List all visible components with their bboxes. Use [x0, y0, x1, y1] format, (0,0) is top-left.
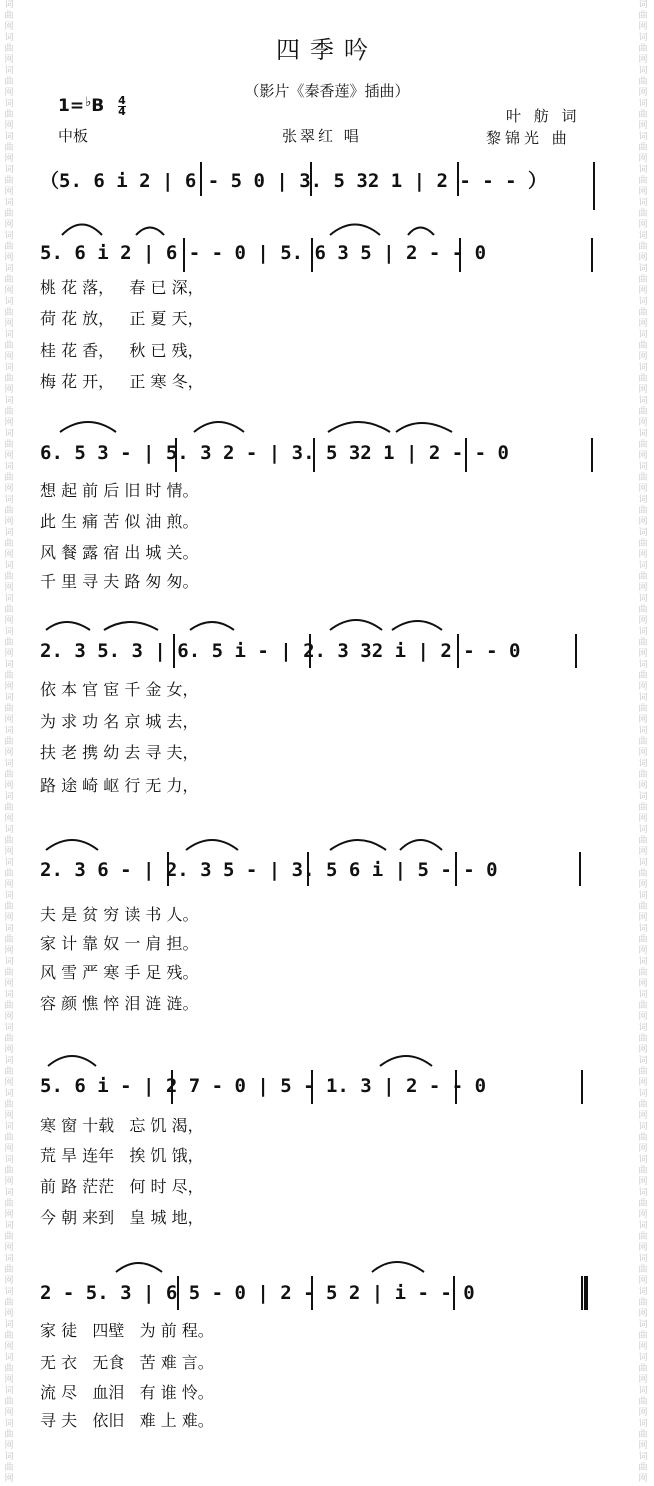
system-2-lyric-4: 千 里 寻 夫 路 匆 匆。 [40, 572, 199, 591]
system-6-lyric-4: 寻 夫 依旧 难 上 难。 [40, 1411, 214, 1430]
singer-credit: 张翠红 唱 [282, 127, 362, 145]
key-prefix: 1= [58, 96, 85, 116]
system-1-lyric-3: 桂 花 香， 秋 已 残， [40, 341, 204, 360]
system-4-lyric-1: 夫 是 贫 穷 读 书 人。 [40, 905, 199, 924]
time-signature-top: 4 [118, 93, 126, 107]
system-5-notation: 5. 6 i - | 2 7 - 0 | 5 - 1. 3 | 2 - - 0 [40, 1075, 487, 1097]
flat-symbol: ♭ [85, 95, 92, 110]
system-2-lyric-3: 风 餐 露 宿 出 城 关。 [40, 543, 199, 562]
system-3-notation: 2. 3 5. 3 | 6. 5 i - | 2. 3 32 i | 2 - - 0 [40, 640, 521, 662]
composer-credit: 黎锦光 曲 [486, 129, 571, 147]
system-3-lyric-3: 扶 老 携 幼 去 寻 夫， [40, 743, 199, 762]
lyricist-credit: 叶 舫 词 [506, 107, 581, 125]
system-6-notation: 2 - 5. 3 | 6 5 - 0 | 2 - 5 2 | i - - 0 [40, 1282, 475, 1304]
watermark-strip-right: 词曲网词曲网词曲网词曲网词曲网词曲网词曲网词曲网词曲网词曲网词曲网词曲网词曲网词曲网词曲网词曲网词曲网词曲网词曲网词曲网词曲网词曲网词曲网词曲网词曲网词曲网词曲网词曲网词曲网词曲网词曲网词曲网词曲网词曲网词曲网词曲网词曲网词曲网词曲网词曲网词曲网词曲网词曲网词曲网词曲网 [636, 0, 650, 1486]
system-3-lyric-1: 依 本 官 宦 千 金 女， [40, 680, 199, 699]
system-3-lyric-4: 路 途 崎 岖 行 无 力， [40, 776, 199, 795]
key-letter: B [91, 96, 105, 116]
system-4-lyric-4: 容 颜 憔 悴 泪 涟 涟。 [40, 994, 199, 1013]
system-6-lyric-2: 无 衣 无食 苦 难 言。 [40, 1353, 214, 1372]
system-5-lyric-2: 荒 旱 连年 挨 饥 饿， [40, 1146, 204, 1165]
system-2-notation: 6. 5 3 - | 5. 3 2 - | 3. 5 32 1 | 2 - - 0 [40, 442, 509, 464]
system-1-lyric-2: 荷 花 放， 正 夏 天， [40, 309, 204, 328]
system-2-lyric-2: 此 生 痛 苦 似 油 煎。 [40, 512, 199, 531]
time-signature-bottom: 4 [118, 104, 126, 118]
system-5-lyric-1: 寒 窗 十载 忘 饥 渴， [40, 1116, 204, 1135]
system-4-notation: 2. 3 6 - | 2. 3 5 - | 3. 5 6 i | 5 - - 0 [40, 859, 498, 881]
system-1-notation: 5. 6 i 2 | 6 - - 0 | 5. 6 3 5 | 2 - - 0 [40, 242, 487, 264]
system-5-lyric-3: 前 路 茫茫 何 时 尽， [40, 1177, 204, 1196]
system-4-lyric-3: 风 雪 严 寒 手 足 残。 [40, 963, 199, 982]
system-3-lyric-2: 为 求 功 名 京 城 去， [40, 712, 199, 731]
system-2-lyric-1: 想 起 前 后 旧 时 情。 [40, 481, 199, 500]
song-title: 四季吟 [276, 36, 378, 64]
system-5-lyric-4: 今 朝 来到 皇 城 地， [40, 1208, 204, 1227]
intro-notation: （5. 6 i 2 | 6 - 5 0 | 3. 5 32 1 | 2 - - - ） [40, 170, 547, 192]
system-1-lyric-1: 桃 花 落， 春 已 深， [40, 278, 204, 297]
watermark-strip-left: 词曲网词曲网词曲网词曲网词曲网词曲网词曲网词曲网词曲网词曲网词曲网词曲网词曲网词曲网词曲网词曲网词曲网词曲网词曲网词曲网词曲网词曲网词曲网词曲网词曲网词曲网词曲网词曲网词曲网词曲网词曲网词曲网词曲网词曲网词曲网词曲网词曲网词曲网词曲网词曲网词曲网词曲网词曲网词曲网词曲网 [4, 0, 14, 1484]
system-1-lyric-4: 梅 花 开， 正 寒 冬， [40, 372, 204, 391]
system-6-lyric-3: 流 尽 血泪 有 谁 怜。 [40, 1383, 214, 1402]
tempo-marking: 中板 [58, 127, 89, 145]
song-subtitle: （影片《秦香莲》插曲） [244, 82, 410, 100]
system-4-lyric-2: 家 计 靠 奴 一 肩 担。 [40, 934, 199, 953]
system-6-lyric-1: 家 徒 四壁 为 前 程。 [40, 1321, 214, 1340]
